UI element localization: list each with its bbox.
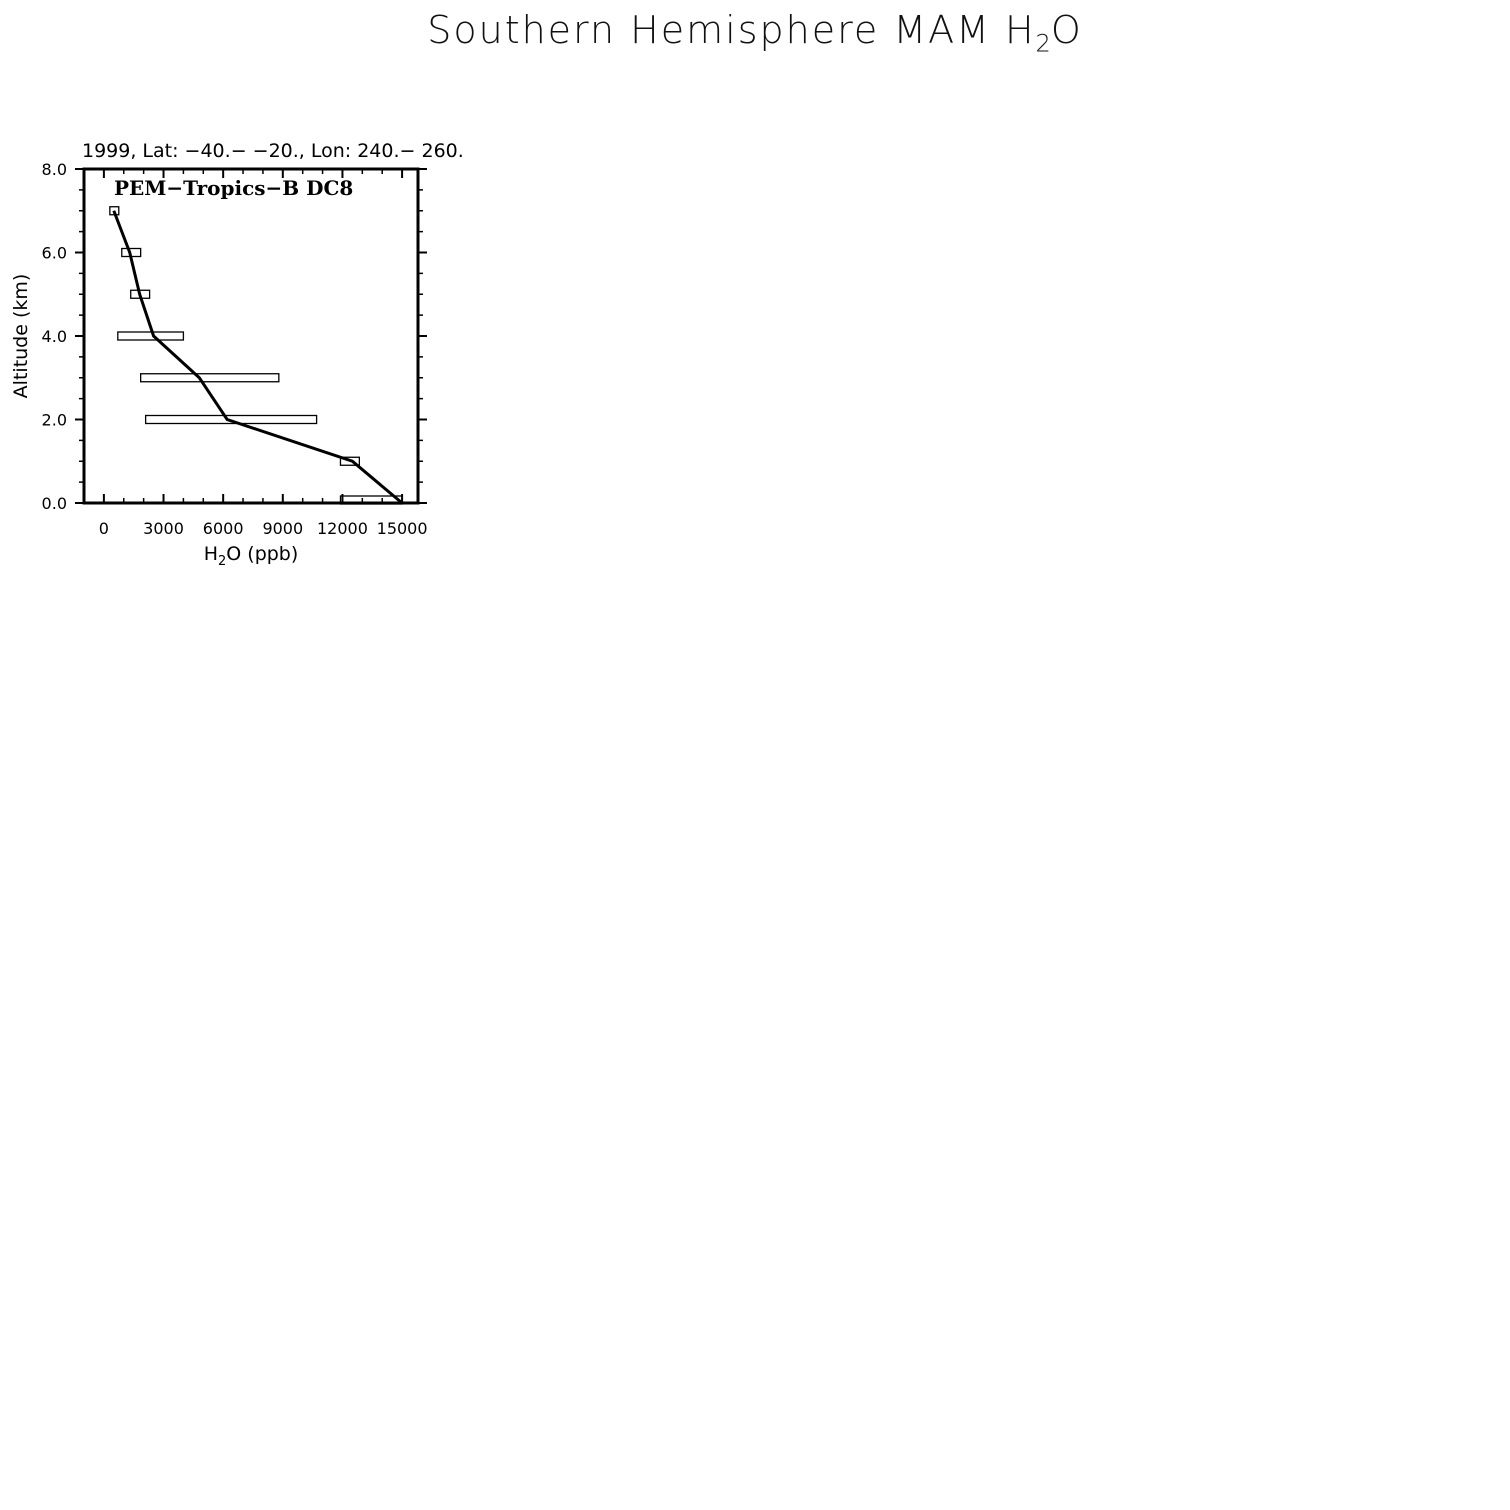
title-tail: O	[1050, 8, 1083, 52]
y-tick-label: 0.0	[41, 494, 67, 513]
x-axis-label-subscript: 2	[218, 554, 227, 569]
x-axis-label	[204, 543, 299, 569]
x-tick-label: 15000	[376, 519, 428, 538]
y-axis-label: Altitude (km)	[10, 273, 32, 399]
y-tick-label: 6.0	[41, 243, 67, 263]
title-text: Southern Hemisphere MAM H	[427, 8, 1036, 52]
x-tick-label: 6000	[202, 519, 244, 538]
y-tick-label: 4.0	[41, 327, 67, 346]
campaign-label: PEM−Tropics−B DC8	[114, 176, 354, 200]
x-axis-label-main: H	[203, 543, 218, 565]
range-boxes	[110, 207, 402, 504]
x-tick-label: 3000	[143, 519, 184, 538]
range-box	[141, 374, 279, 382]
y-tick-label: 2.0	[41, 410, 67, 430]
x-tick-label: 12000	[316, 519, 368, 538]
x-axis-label-tail: O (ppb)	[226, 543, 299, 565]
x-tick-label: 9000	[262, 519, 304, 538]
x-tick-label: 0	[98, 519, 109, 538]
y-tick-label: 8.0	[41, 160, 67, 179]
chart-subtitle: 1999, Lat: −40.− −20., Lon: 240.− 260.	[82, 140, 464, 162]
tick-labels	[42, 160, 428, 538]
axis-ticks	[75, 169, 427, 503]
plot-frame	[84, 169, 418, 503]
range-box	[118, 332, 184, 340]
title-subscript: 2	[1035, 29, 1051, 58]
